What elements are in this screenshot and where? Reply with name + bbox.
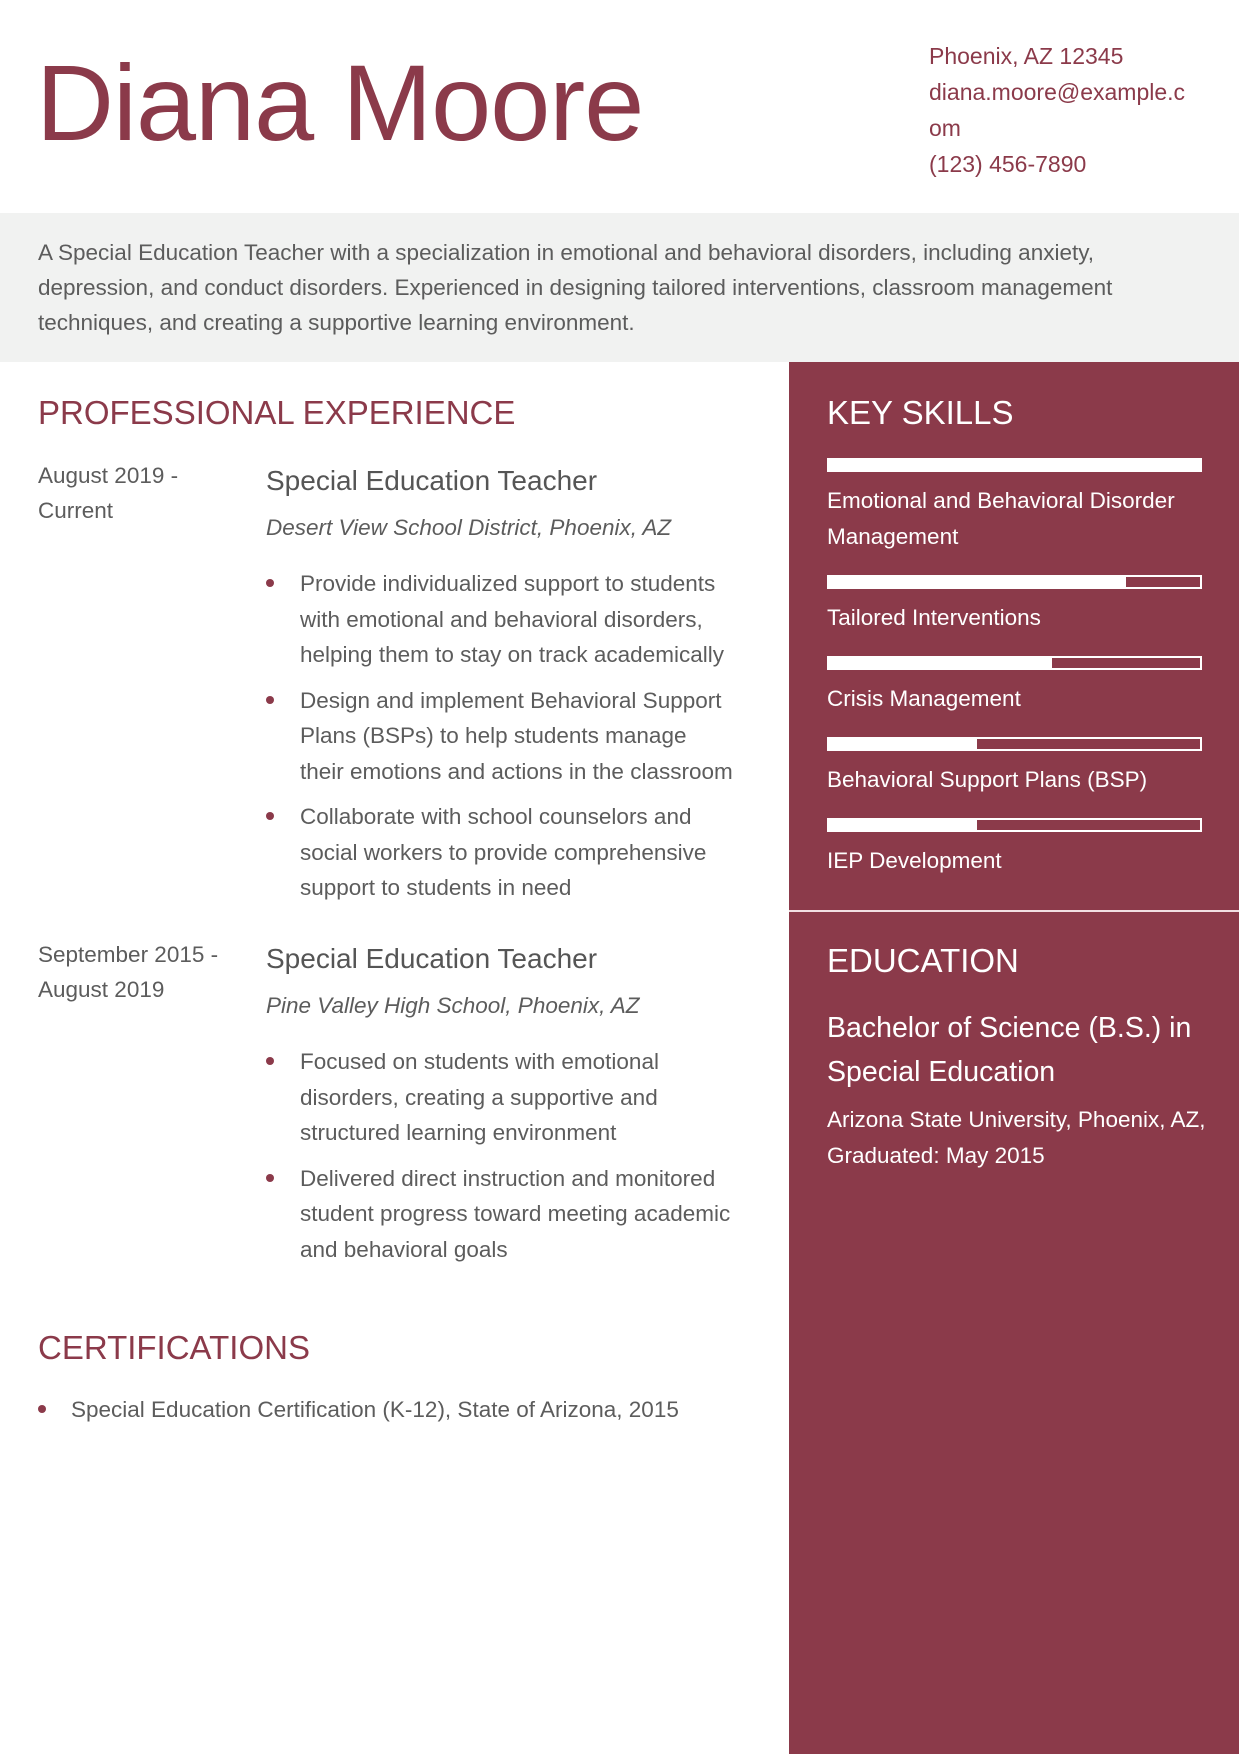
skill-bar (827, 458, 1202, 472)
education-degree: Bachelor of Science (B.S.) in Special Education (827, 1012, 1192, 1088)
job-bullet: Collaborate with school counselors and social workers to provide comprehensive support to students in need (266, 799, 736, 906)
job-bullet: Focused on students with emotional disorders, creating a supportive and structured learning environment (266, 1044, 736, 1151)
job-date: September 2015 - August 2019 (38, 942, 219, 1002)
contact-location: Phoenix, AZ 12345 (929, 43, 1124, 69)
skill-label: Crisis Management (827, 686, 1021, 711)
skill-bar (827, 575, 1202, 589)
job-bullet: Provide individualized support to students with emotional and behavioral disorders, helping them to stay on track academically (266, 566, 736, 673)
skills-heading: KEY SKILLS (827, 394, 1014, 431)
education-heading: EDUCATION (827, 942, 1019, 979)
certifications-list (38, 1392, 738, 1427)
candidate-name: Diana Moore (36, 42, 644, 163)
job-company: Pine Valley High School, Phoenix, AZ (266, 993, 640, 1018)
skill-bar-fill (829, 658, 1052, 668)
skill-label: Tailored Interventions (827, 605, 1041, 630)
experience-heading: PROFESSIONAL EXPERIENCE (38, 394, 516, 431)
header (0, 0, 1239, 213)
job-bullets (266, 1044, 736, 1277)
job-bullet: Delivered direct instruction and monitored student progress toward meeting academic and behavioral goals (266, 1161, 736, 1268)
contact-info (929, 38, 1194, 182)
skill-label: Emotional and Behavioral Disorder Management (827, 488, 1175, 549)
skill-label: IEP Development (827, 848, 1002, 873)
job-title: Special Education Teacher (266, 943, 598, 974)
skill-label: Behavioral Support Plans (BSP) (827, 767, 1148, 792)
certifications-heading: CERTIFICATIONS (38, 1329, 310, 1366)
contact-email: diana.moore@example.com (929, 79, 1186, 141)
summary: A Special Education Teacher with a specialization in emotional and behavioral disorders, including anxiety, depression, and conduct disorders. Experienced in designing tailored interventions, classroom management techniques, and creating a supportive learning environment. (0, 213, 1239, 362)
job-company: Desert View School District, Phoenix, AZ (266, 515, 672, 540)
job-bullets (266, 566, 736, 916)
skill-bar (827, 818, 1202, 832)
skill-bar-fill (829, 577, 1126, 587)
job-bullet: Design and implement Behavioral Support Plans (BSPs) to help students manage their emotions and actions in the classroom (266, 683, 736, 790)
certification-item: Special Education Certification (K-12), State of Arizona, 2015 (38, 1392, 738, 1427)
job-date: August 2019 - Current (38, 463, 179, 523)
skill-bar-fill (829, 739, 977, 749)
skill-bar-fill (829, 820, 977, 830)
skill-bar (827, 656, 1202, 670)
sidebar-divider (789, 910, 1239, 912)
skill-bar (827, 737, 1202, 751)
education-school: Arizona State University, Phoenix, AZ, Graduated: May 2015 (827, 1107, 1206, 1168)
contact-phone: (123) 456-7890 (929, 151, 1087, 177)
skill-bar-fill (829, 460, 1200, 470)
job-title: Special Education Teacher (266, 465, 598, 496)
